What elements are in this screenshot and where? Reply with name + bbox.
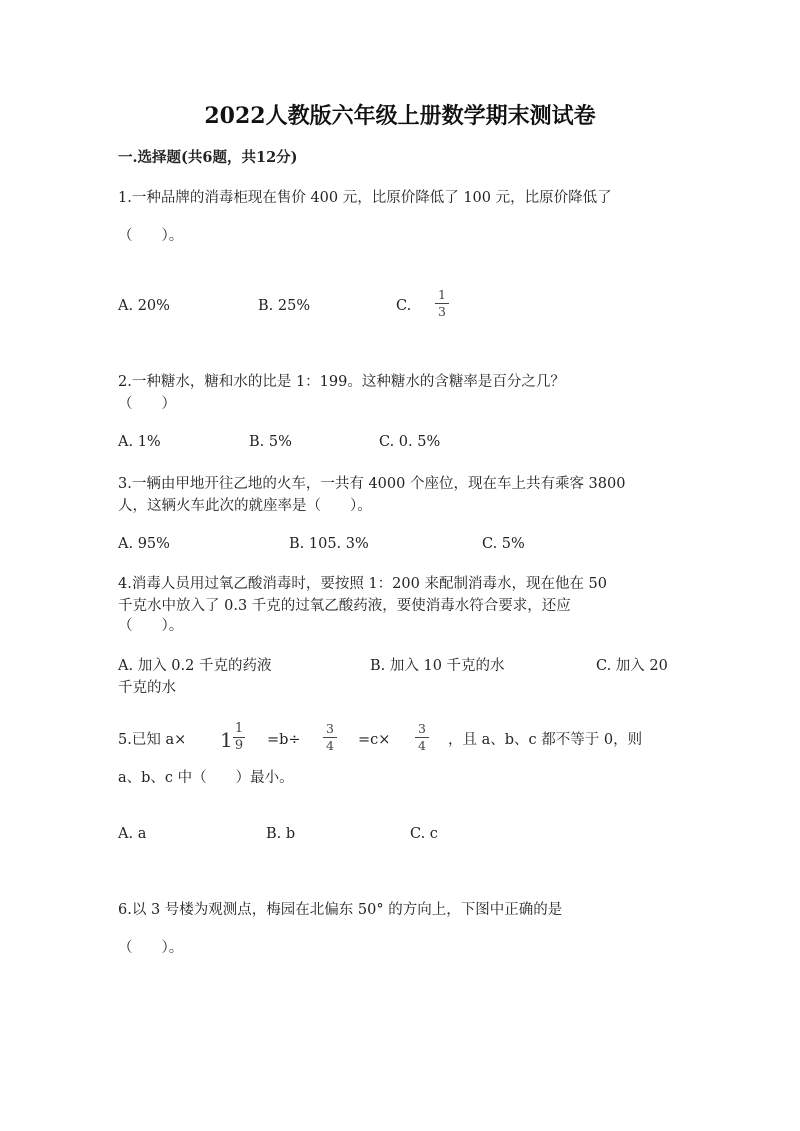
q5-option-b: B. b: [266, 826, 296, 842]
fraction-numerator: 3: [326, 721, 334, 736]
q3-stem-line1: 3.一辆由甲地开往乙地的火车，一共有 4000 个座位，现在车上共有乘客 3800: [118, 476, 626, 492]
q2-stem-line1: 2.一种糖水，糖和水的比是 1：199。这种糖水的含糖率是百分之几？: [118, 374, 565, 390]
fraction-numerator: 1: [438, 287, 446, 302]
q4-stem-line1: 4.消毒人员用过氧乙酸消毒时，要按照 1：200 来配制消毒水，现在他在 50: [118, 576, 608, 592]
q5-option-c: C. c: [410, 826, 438, 842]
q5-mixed-number-fraction: [233, 722, 245, 753]
q4-stem-line3: （ ）。: [118, 618, 184, 634]
q5-mixed-number-whole: 1: [220, 728, 233, 752]
q5-equals-c: =c×: [358, 732, 391, 748]
q5-equals-b: =b÷: [267, 732, 301, 748]
q3-option-c: C. 5%: [482, 536, 525, 552]
q5-stem-line2: a、b、c 中（ ）最小。: [118, 770, 294, 786]
q1-stem-line2: （ ）。: [118, 228, 184, 244]
q2-option-c: C. 0. 5%: [379, 434, 441, 450]
q4-stem-line2: 千克水中放入了 0.3 千克的过氧乙酸药液，要使消毒水符合要求，还应: [118, 598, 571, 614]
q1-option-b: B. 25%: [258, 298, 311, 314]
q1-option-c-fraction: [435, 288, 449, 319]
q5-fraction-2: [415, 722, 429, 753]
section-heading: 一.选择题(共6题，共12分): [118, 149, 298, 166]
q5-stem-prefix: 5.已知 a×: [118, 732, 187, 748]
q1-stem-line1: 1.一种品牌的消毒柜现在售价 400 元，比原价降低了 100 元，比原价降低了: [118, 190, 612, 206]
q4-option-c-continued: 千克的水: [118, 680, 176, 696]
q3-option-a: A. 95%: [118, 536, 170, 552]
q5-fraction-1: [323, 722, 337, 753]
q3-stem-line2: 人，这辆火车此次的就座率是（ ）。: [118, 498, 372, 514]
q4-option-a: A. 加入 0.2 千克的药液: [118, 658, 272, 674]
q5-stem-suffix: ，且 a、b、c 都不等于 0，则: [448, 732, 643, 748]
fraction-denominator: 9: [234, 738, 244, 753]
q2-option-b: B. 5%: [249, 434, 292, 450]
q6-stem-line1: 6.以 3 号楼为观测点，梅园在北偏东 50° 的方向上，下图中正确的是: [118, 902, 563, 918]
fraction-numerator: 3: [418, 721, 426, 736]
q3-option-b: B. 105. 3%: [289, 536, 369, 552]
q4-option-b: B. 加入 10 千克的水: [370, 658, 505, 674]
q1-option-a: A. 20%: [118, 298, 170, 314]
q2-stem-line2: （ ）: [118, 396, 176, 412]
q2-option-a: A. 1%: [118, 434, 161, 450]
q1-option-c-label: C.: [396, 298, 412, 314]
fraction-denominator: 3: [438, 304, 446, 319]
fraction-denominator: 4: [418, 738, 426, 753]
page-title: 2022人教版六年级上册数学期末测试卷: [204, 103, 596, 129]
fraction-denominator: 4: [326, 738, 334, 753]
q4-option-c: C. 加入 20: [596, 658, 668, 674]
q6-stem-line2: （ ）。: [118, 940, 184, 956]
fraction-numerator: 1: [234, 721, 244, 736]
q5-option-a: A. a: [118, 826, 147, 842]
